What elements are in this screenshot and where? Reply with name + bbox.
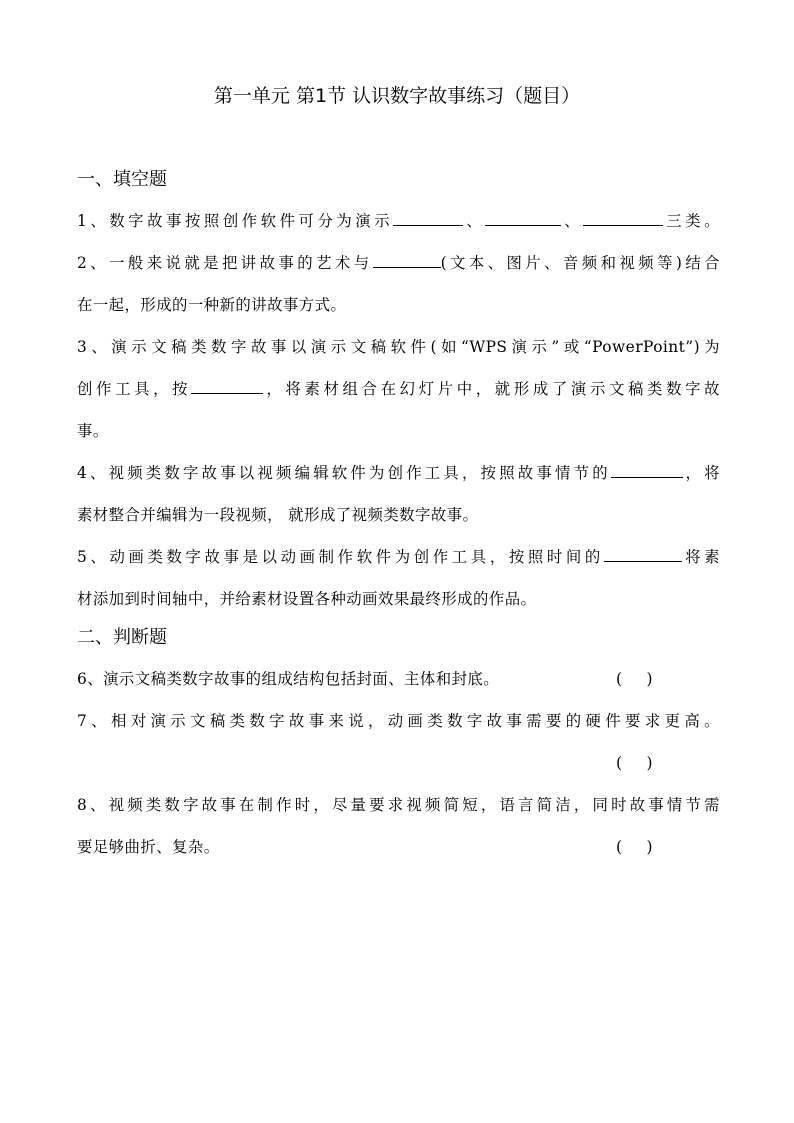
question-1: [77, 200, 720, 242]
question-3: [77, 326, 720, 452]
answer-blank-2: [373, 252, 441, 268]
question-7-answer-parens: ( ): [616, 754, 653, 772]
question-8-answer-parens: ( ): [616, 838, 653, 856]
question-5: [77, 536, 720, 620]
question-7-text: 7、相对演示文稿类数字故事来说，动画类数字故事需要的硬件要求更高。: [77, 712, 720, 730]
question-4-line-2: 素材整合并编辑为一段视频， 就形成了视频类数字故事。: [77, 506, 479, 524]
question-8-line-2: 要足够曲折、复杂。: [77, 838, 220, 856]
question-5-text-a: 5、动画类数字故事是以动画制作软件为创作工具，按照时间的: [77, 548, 604, 566]
answer-blank-5: [604, 546, 682, 562]
question-2-text-b: (文本、图片、音频和视频等)结合: [440, 254, 720, 272]
question-1-text-c: 、: [561, 212, 584, 230]
question-5-line-2: 材添加到时间轴中，并给素材设置各种动画效果最终形成的作品。: [77, 590, 537, 608]
answer-blank-4: [611, 462, 683, 478]
question-4-text-a: 4、视频类数字故事以视频编辑软件为创作工具，按照故事情节的: [77, 464, 611, 482]
question-4-text-b: ，将: [682, 464, 720, 482]
question-8-line-1: 8、视频类数字故事在制作时，尽量要求视频简短，语言简洁，同时故事情节需: [77, 796, 720, 814]
section-heading-fill-in: 一、填空题: [77, 169, 167, 190]
question-6-answer-parens: ( ): [616, 670, 653, 688]
question-3-line-1: 3、演示文稿类数字故事以演示文稿软件(如“WPS演示”或“PowerPoint”)为: [77, 338, 720, 356]
answer-blank-3: [191, 378, 263, 394]
section-heading-true-false: 二、判断题: [77, 627, 167, 648]
question-2: [77, 242, 720, 326]
question-2-text-a: 2、一般来说就是把讲故事的艺术与: [77, 254, 373, 272]
question-7: [77, 700, 720, 742]
question-1-text-a: 1、数字故事按照创作软件可分为演示: [77, 212, 394, 230]
question-3-text-a: 创作工具，按: [77, 380, 192, 398]
question-1-text-d: 三类。: [663, 212, 720, 230]
answer-blank-1a: [393, 210, 463, 226]
question-2-line-2: 在一起，形成的一种新的讲故事方式。: [77, 296, 347, 314]
question-1-text-b: 、: [463, 212, 486, 230]
document-title: 第一单元 第1节 认识数字故事练习（题目）: [213, 85, 581, 107]
answer-blank-1c: [583, 210, 663, 226]
question-3-line-3: 事。: [77, 422, 109, 440]
question-5-text-b: 将素: [681, 548, 720, 566]
question-6-text: 6、演示文稿类数字故事的组成结构包括封面、主体和封底。: [77, 670, 500, 688]
question-4: [77, 452, 720, 536]
answer-blank-1b: [485, 210, 561, 226]
question-3-text-b: ，将素材组合在幻灯片中，就形成了演示文稿类数字故: [263, 380, 720, 398]
